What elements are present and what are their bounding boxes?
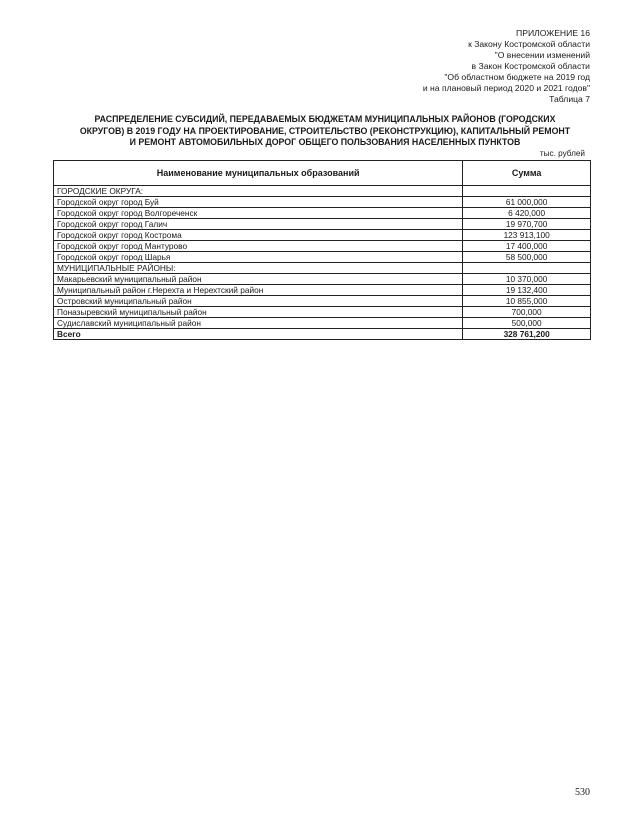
- total-amount: 328 761,200: [463, 329, 591, 340]
- amount-cell: 19 132,400: [463, 285, 591, 296]
- municipality-name: Городской округ город Буй: [54, 197, 463, 208]
- appendix-law-line: и на плановый период 2020 и 2021 годов": [422, 83, 590, 93]
- table-row: [54, 186, 591, 197]
- municipality-name: Поназыревский муниципальный район: [54, 307, 463, 318]
- municipality-name: Муниципальный район г.Нерехта и Нерехтский район: [54, 285, 463, 296]
- appendix-law-line: в Закон Костромской области: [471, 61, 590, 71]
- amount-cell: 123 913,100: [463, 230, 591, 241]
- municipality-name: Городской округ город Волгореченск: [54, 208, 463, 219]
- municipality-name: Городской округ город Галич: [54, 219, 463, 230]
- municipality-name: Городской округ город Мантурово: [54, 241, 463, 252]
- municipality-name: Макарьевский муниципальный район: [54, 274, 463, 285]
- amount-cell: 10 370,000: [463, 274, 591, 285]
- table-number: Таблица 7: [549, 94, 590, 104]
- amount-cell: 6 420,000: [463, 208, 591, 219]
- column-header-amount: Сумма: [463, 161, 591, 186]
- table-row: [54, 307, 591, 318]
- table-row: [54, 241, 591, 252]
- table-row: [54, 296, 591, 307]
- column-header-name: Наименование муниципальных образований: [54, 161, 463, 186]
- appendix-law-line: "О внесении изменений: [494, 50, 590, 60]
- section-header-municipal-districts: МУНИЦИПАЛЬНЫЕ РАЙОНЫ:: [54, 263, 463, 274]
- section-header-city-districts: ГОРОДСКИЕ ОКРУГА:: [54, 186, 463, 197]
- title-line: ОКРУГОВ) В 2019 ГОДУ НА ПРОЕКТИРОВАНИЕ, СТРОИТЕЛЬСТВО (РЕКОНСТРУКЦИЮ), КАПИТАЛЬНЫЙ РЕМОНТ: [79, 125, 571, 136]
- amount-cell: 700,000: [463, 307, 591, 318]
- amount-cell: 61 000,000: [463, 197, 591, 208]
- table-row: [54, 219, 591, 230]
- table-row: [54, 263, 591, 274]
- total-row: [54, 329, 591, 340]
- table-row: [54, 197, 591, 208]
- amount-cell: 500,000: [463, 318, 591, 329]
- amount-cell: [463, 263, 591, 274]
- appendix-law-line: "Об областном бюджете на 2019 год: [444, 72, 590, 82]
- municipality-name: Островский муниципальный район: [54, 296, 463, 307]
- table-row: [54, 252, 591, 263]
- title-line: РАСПРЕДЕЛЕНИЕ СУБСИДИЙ, ПЕРЕДАВАЕМЫХ БЮДЖЕТАМ МУНИЦИПАЛЬНЫХ РАЙОНОВ (ГОРОДСКИХ: [94, 114, 556, 124]
- municipality-name: Судиславский муниципальный район: [54, 318, 463, 329]
- units-label: тыс. рублей: [539, 149, 585, 158]
- appendix-law-line: к Закону Костромской области: [468, 39, 590, 49]
- table-header-row: [54, 161, 591, 186]
- amount-cell: [463, 186, 591, 197]
- document-title: [60, 114, 590, 149]
- table-row: [54, 318, 591, 329]
- amount-cell: 19 970,700: [463, 219, 591, 230]
- table-row: [54, 285, 591, 296]
- amount-cell: 10 855,000: [463, 296, 591, 307]
- table-row: [54, 230, 591, 241]
- total-label: Всего: [54, 329, 463, 340]
- municipality-name: Городской округ город Шарья: [54, 252, 463, 263]
- subsidy-table: [53, 160, 591, 340]
- page-number: 530: [575, 787, 590, 798]
- title-line: И РЕМОНТ АВТОМОБИЛЬНЫХ ДОРОГ ОБЩЕГО ПОЛЬЗОВАНИЯ НАСЕЛЕННЫХ ПУНКТОВ: [129, 137, 521, 147]
- appendix-header: [423, 28, 590, 105]
- amount-cell: 58 500,000: [463, 252, 591, 263]
- table-row: [54, 208, 591, 219]
- table-row: [54, 274, 591, 285]
- appendix-number: ПРИЛОЖЕНИЕ 16: [516, 28, 590, 38]
- amount-cell: 17 400,000: [463, 241, 591, 252]
- municipality-name: Городской округ город Кострома: [54, 230, 463, 241]
